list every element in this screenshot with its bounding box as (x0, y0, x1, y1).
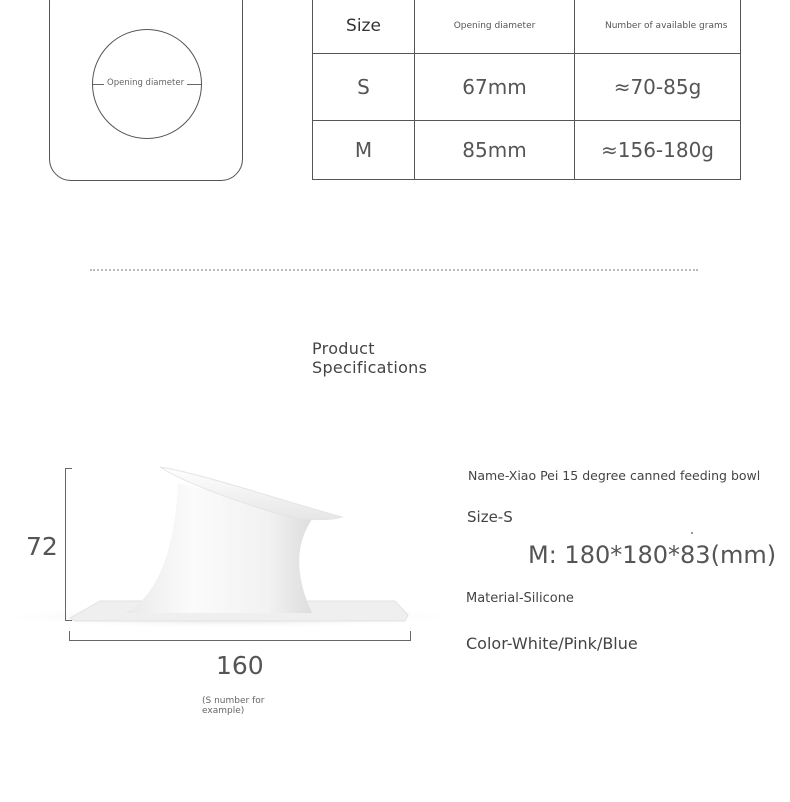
cell-diameter: 67mm (415, 54, 575, 121)
cell-diameter: 85mm (415, 121, 575, 180)
cell-size: M (313, 121, 415, 180)
dotted-divider (90, 269, 698, 271)
height-label: 72 (26, 532, 58, 561)
width-label: 160 (216, 651, 264, 680)
size-table (312, 0, 741, 180)
diameter-label: Opening diameter (104, 78, 187, 88)
cell-size: S (313, 54, 415, 121)
table-header-row (313, 0, 741, 54)
height-dimension-line (65, 468, 72, 621)
product-name: Name-Xiao Pei 15 degree canned feeding bowl (468, 468, 761, 483)
table-row (313, 121, 741, 180)
product-dimensions: M: 180*180*83(mm) (528, 541, 777, 569)
size-note: (S number for example) (202, 696, 265, 716)
section-title: Product Specifications (312, 339, 428, 377)
cell-grams: ≈70-85g (575, 54, 741, 121)
width-dimension-line (69, 631, 411, 641)
product-size: Size-S (467, 508, 513, 526)
table-row (313, 54, 741, 121)
product-color: Color-White/Pink/Blue (466, 634, 638, 653)
stray-dot (691, 532, 693, 534)
header-size: Size (313, 0, 415, 54)
cell-grams: ≈156-180g (575, 121, 741, 180)
product-material: Material-Silicone (466, 591, 574, 606)
header-grams: Number of available grams (575, 0, 741, 54)
header-opening-diameter: Opening diameter (415, 0, 575, 54)
